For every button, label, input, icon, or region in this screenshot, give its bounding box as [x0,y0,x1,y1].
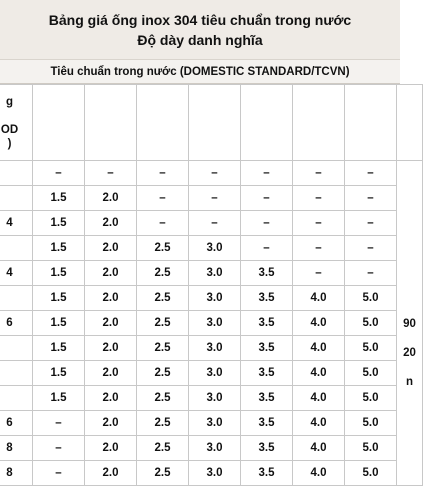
thickness-cell: – [189,211,241,236]
thickness-cell: 4.0 [293,361,345,386]
size-header-line: ) [7,137,12,150]
thickness-cell: 1.5 [33,261,85,286]
thickness-cell: 2.0 [85,261,137,286]
thickness-header-cell [33,85,85,161]
thickness-cell: 5.0 [345,411,397,436]
table-row [0,461,423,486]
table-row [0,236,423,261]
size-cell [0,286,33,311]
thickness-cell: 5.0 [345,361,397,386]
thickness-cell: – [345,161,397,186]
thickness-cell: 3.5 [241,411,293,436]
thickness-header-cell [85,85,137,161]
thickness-cell: 3.5 [241,361,293,386]
column-header-row [0,85,423,161]
table-row [0,336,423,361]
side-note-text: 90 [403,317,416,330]
thickness-cell: – [241,161,293,186]
thickness-cell: 3.5 [241,286,293,311]
thickness-cell: 3.5 [241,336,293,361]
table-row [0,386,423,411]
thickness-cell: – [85,161,137,186]
size-cell [0,361,33,386]
thickness-cell: – [241,186,293,211]
thickness-cell: – [293,211,345,236]
thickness-header-cell [137,85,189,161]
thickness-cell: – [137,186,189,211]
thickness-cell: 1.5 [33,386,85,411]
thickness-cell: 2.0 [85,361,137,386]
standard-label: Tiêu chuẩn trong nước (DOMESTIC STANDARD/TCVN) [50,65,350,78]
thickness-cell: 1.5 [33,211,85,236]
table-row [0,311,423,336]
side-note-cell [397,161,423,486]
thickness-cell: 4.0 [293,311,345,336]
thickness-cell: 1.5 [33,286,85,311]
size-cell [0,186,33,211]
thickness-cell: 3.0 [189,261,241,286]
side-note-text: n [405,375,414,388]
thickness-cell: 2.0 [85,236,137,261]
size-cell: 4 [0,261,33,286]
thickness-cell: 5.0 [345,386,397,411]
thickness-cell: 5.0 [345,311,397,336]
title-line-1: Bảng giá ống inox 304 tiêu chuẩn trong nước [48,11,352,28]
size-cell [0,386,33,411]
thickness-header-cell [397,85,423,161]
table-row [0,161,423,186]
thickness-cell: 2.0 [85,436,137,461]
thickness-cell: 2.5 [137,461,189,486]
thickness-cell: 3.0 [189,311,241,336]
thickness-cell: 5.0 [345,286,397,311]
thickness-cell: 3.0 [189,336,241,361]
thickness-cell: 3.5 [241,386,293,411]
thickness-cell: 2.0 [85,286,137,311]
thickness-cell: 3.0 [189,386,241,411]
thickness-cell: 2.0 [85,386,137,411]
size-cell: 4 [0,211,33,236]
table-row [0,411,423,436]
title-line-2: Độ dày danh nghĩa [137,31,263,48]
thickness-cell: 3.5 [241,261,293,286]
thickness-cell: – [33,411,85,436]
table-row [0,436,423,461]
thickness-cell: 2.0 [85,186,137,211]
size-header-line: OD [0,123,19,136]
thickness-cell: 2.5 [137,411,189,436]
size-cell: 8 [0,436,33,461]
thickness-cell: – [137,211,189,236]
thickness-cell: – [241,236,293,261]
thickness-cell: 1.5 [33,361,85,386]
size-cell [0,336,33,361]
thickness-cell: 2.5 [137,436,189,461]
thickness-header-cell [293,85,345,161]
table-title [0,0,400,60]
side-note-text: 20 [403,346,416,359]
thickness-cell: 3.5 [241,436,293,461]
thickness-cell: 1.5 [33,311,85,336]
thickness-cell: – [345,261,397,286]
thickness-cell: 2.5 [137,311,189,336]
table-row [0,186,423,211]
thickness-cell: – [33,436,85,461]
standard-header [0,60,400,84]
thickness-cell: – [189,161,241,186]
thickness-header-cell [241,85,293,161]
thickness-cell: 2.5 [137,361,189,386]
thickness-cell: 2.0 [85,211,137,236]
thickness-cell: 3.0 [189,361,241,386]
thickness-cell: 1.5 [33,186,85,211]
thickness-cell: 3.5 [241,311,293,336]
thickness-cell: 3.0 [189,286,241,311]
thickness-cell: – [241,211,293,236]
thickness-cell: – [293,261,345,286]
thickness-cell: 5.0 [345,336,397,361]
thickness-cell: 3.0 [189,236,241,261]
thickness-cell: 2.0 [85,461,137,486]
thickness-cell: 4.0 [293,436,345,461]
table-row [0,211,423,236]
size-header-line: g [5,95,14,108]
thickness-cell: 2.5 [137,286,189,311]
thickness-table [0,84,423,486]
thickness-cell: 5.0 [345,461,397,486]
thickness-cell: 3.0 [189,411,241,436]
thickness-cell: 2.0 [85,311,137,336]
size-cell [0,161,33,186]
size-column-header [0,85,33,161]
thickness-cell: 3.0 [189,461,241,486]
table-row [0,286,423,311]
thickness-cell: 4.0 [293,336,345,361]
size-cell: 6 [0,411,33,436]
thickness-cell: – [189,186,241,211]
thickness-cell: 3.5 [241,461,293,486]
thickness-cell: 4.0 [293,286,345,311]
size-cell: 8 [0,461,33,486]
thickness-cell: 2.5 [137,261,189,286]
thickness-cell: – [33,461,85,486]
size-header-line [0,109,32,123]
thickness-header-cell [345,85,397,161]
thickness-cell: 5.0 [345,436,397,461]
thickness-cell: 2.0 [85,411,137,436]
thickness-cell: 4.0 [293,461,345,486]
thickness-cell: 2.5 [137,336,189,361]
thickness-cell: – [345,211,397,236]
thickness-cell: 4.0 [293,411,345,436]
thickness-cell: – [293,236,345,261]
thickness-cell: – [293,186,345,211]
table-row [0,361,423,386]
thickness-cell: 1.5 [33,336,85,361]
thickness-cell: 2.0 [85,336,137,361]
size-cell [0,236,33,261]
thickness-cell: – [345,236,397,261]
thickness-cell: 1.5 [33,236,85,261]
thickness-cell: – [345,186,397,211]
thickness-cell: – [137,161,189,186]
table-row [0,261,423,286]
thickness-cell: – [33,161,85,186]
size-cell: 6 [0,311,33,336]
thickness-header-cell [189,85,241,161]
thickness-cell: 3.0 [189,436,241,461]
thickness-cell: 2.5 [137,236,189,261]
thickness-cell: 2.5 [137,386,189,411]
thickness-cell: 4.0 [293,386,345,411]
thickness-cell: – [293,161,345,186]
